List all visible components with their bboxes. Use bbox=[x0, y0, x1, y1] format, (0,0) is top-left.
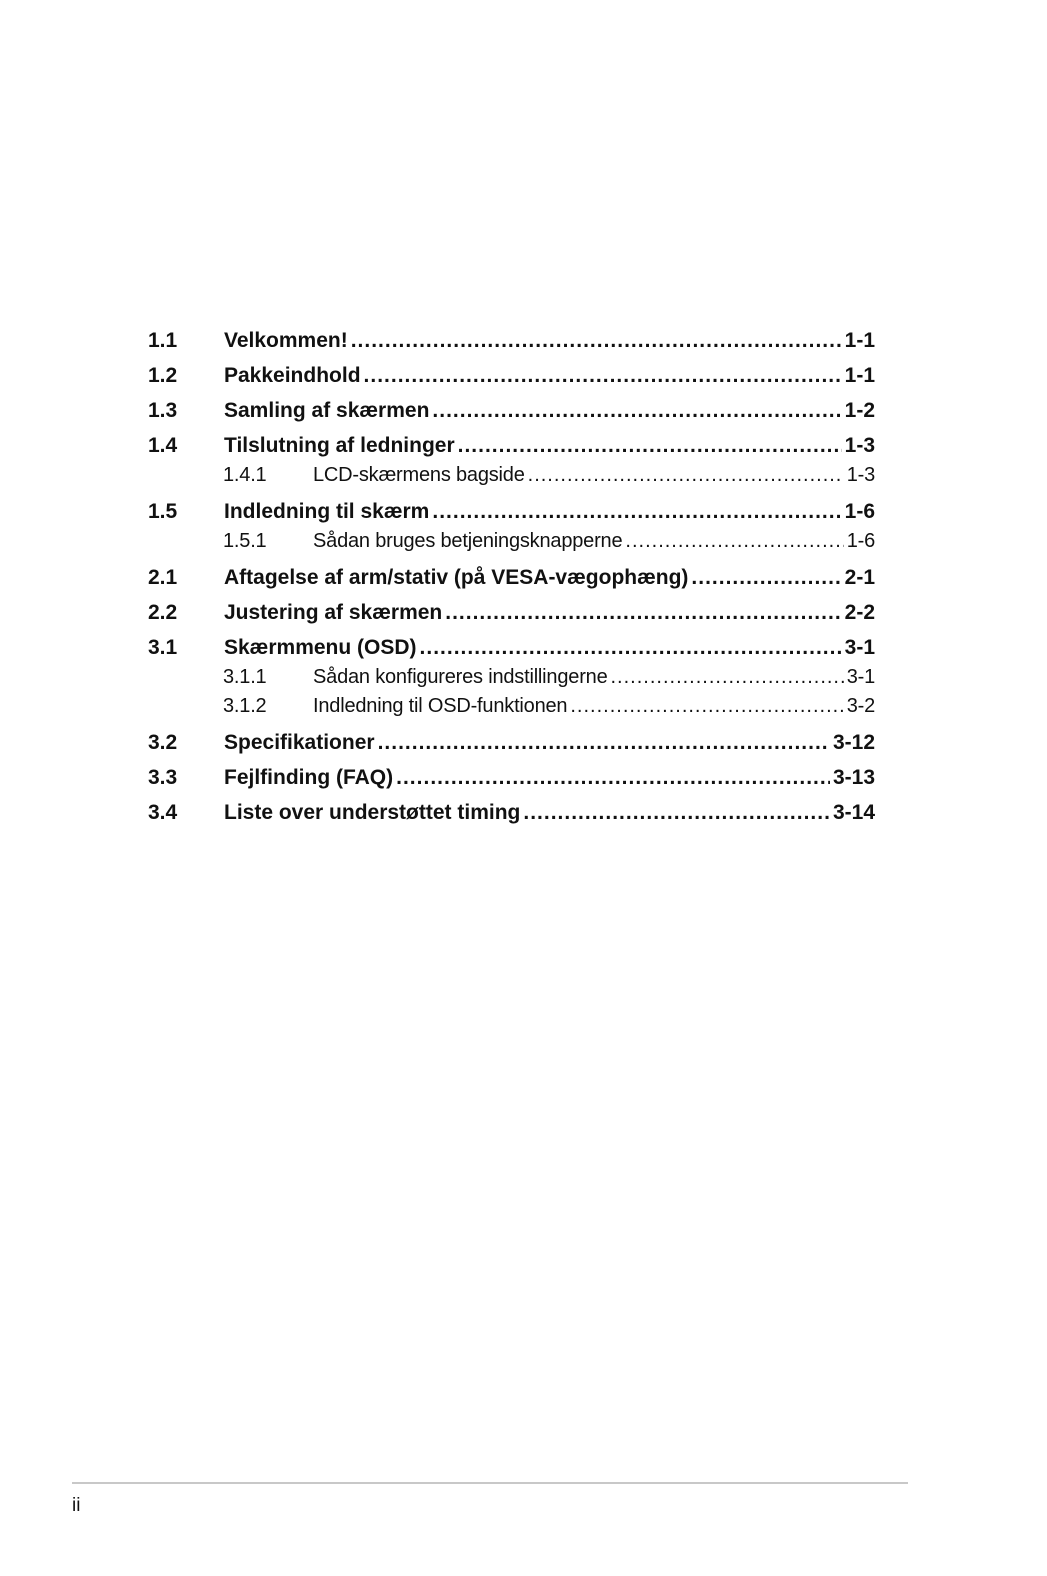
toc-entry[interactable] bbox=[148, 798, 875, 833]
toc-entry-title: Justering af skærmen bbox=[224, 601, 443, 624]
toc-entry-title: Velkommen! bbox=[224, 329, 348, 352]
toc-dot-leader bbox=[432, 497, 841, 527]
toc-entry[interactable] bbox=[148, 396, 875, 431]
footer-divider bbox=[72, 1482, 908, 1484]
toc-entry-number: 1.5.1 bbox=[223, 530, 267, 552]
toc-entry-page: 3-2 bbox=[846, 695, 875, 717]
toc-subentry[interactable] bbox=[148, 663, 875, 692]
toc-subentry[interactable] bbox=[148, 692, 875, 728]
toc-entry-number: 3.3 bbox=[148, 766, 178, 789]
toc-entry-title: Fejlfinding (FAQ) bbox=[224, 766, 394, 789]
toc-dot-leader bbox=[611, 663, 844, 691]
toc-dot-leader bbox=[528, 461, 844, 489]
toc-entry-page: 1-1 bbox=[844, 364, 875, 387]
toc-dot-leader bbox=[396, 763, 830, 793]
toc-subentry[interactable] bbox=[148, 527, 875, 563]
toc-entry-page: 1-6 bbox=[844, 500, 875, 523]
toc-entry-number: 2.1 bbox=[148, 566, 178, 589]
toc-entry[interactable] bbox=[148, 563, 875, 598]
toc-entry-title: Indledning til skærm bbox=[224, 500, 430, 523]
toc-entry-title: Skærmmenu (OSD) bbox=[224, 636, 417, 659]
toc-dot-leader bbox=[378, 728, 830, 758]
toc-entry[interactable] bbox=[148, 598, 875, 633]
toc-entry-page: 1-3 bbox=[846, 464, 875, 486]
toc-dot-leader bbox=[364, 361, 842, 391]
toc-entry-page: 3-1 bbox=[844, 636, 875, 659]
table-of-contents bbox=[148, 326, 875, 833]
toc-dot-leader bbox=[432, 396, 841, 426]
toc-entry-title: Samling af skærmen bbox=[224, 399, 430, 422]
toc-dot-leader bbox=[523, 798, 830, 828]
toc-entry-page: 1-6 bbox=[846, 530, 875, 552]
toc-entry[interactable] bbox=[148, 326, 875, 361]
toc-entry-number: 1.3 bbox=[148, 399, 178, 422]
toc-entry-title: Sådan bruges betjeningsknapperne bbox=[313, 530, 623, 552]
toc-entry-number: 3.2 bbox=[148, 731, 178, 754]
toc-entry-title: Pakkeindhold bbox=[224, 364, 361, 387]
toc-entry-number: 3.1 bbox=[148, 636, 178, 659]
toc-entry-title: Tilslutning af ledninger bbox=[224, 434, 455, 457]
toc-entry-title: LCD-skærmens bagside bbox=[313, 464, 525, 486]
toc-entry-page: 1-3 bbox=[844, 434, 875, 457]
toc-entry-page: 2-2 bbox=[844, 601, 875, 624]
toc-entry-number: 1.5 bbox=[148, 500, 178, 523]
toc-entry-number: 1.2 bbox=[148, 364, 178, 387]
toc-entry-page: 3-13 bbox=[832, 766, 875, 789]
toc-entry[interactable] bbox=[148, 361, 875, 396]
toc-dot-leader bbox=[445, 598, 841, 628]
toc-entry-number: 1.1 bbox=[148, 329, 178, 352]
toc-entry-page: 1-2 bbox=[844, 399, 875, 422]
toc-entry-page: 3-1 bbox=[846, 666, 875, 688]
toc-entry-number: 2.2 bbox=[148, 601, 178, 624]
toc-entry-number: 3.1.2 bbox=[223, 695, 267, 717]
toc-entry-page: 1-1 bbox=[844, 329, 875, 352]
toc-entry[interactable] bbox=[148, 728, 875, 763]
toc-dot-leader bbox=[625, 527, 843, 555]
toc-entry-number: 1.4 bbox=[148, 434, 178, 457]
toc-entry-number: 3.4 bbox=[148, 801, 178, 824]
toc-entry-title: Indledning til OSD-funktionen bbox=[313, 695, 568, 717]
toc-entry-page: 3-14 bbox=[832, 801, 875, 824]
toc-entry[interactable] bbox=[148, 763, 875, 798]
toc-entry-title: Sådan konfigureres indstillingerne bbox=[313, 666, 608, 688]
toc-dot-leader bbox=[458, 431, 842, 461]
toc-entry-title: Liste over understøttet timing bbox=[224, 801, 521, 824]
toc-entry-number: 1.4.1 bbox=[223, 464, 267, 486]
toc-entry-page: 3-12 bbox=[832, 731, 875, 754]
toc-dot-leader bbox=[351, 326, 842, 356]
toc-dot-leader bbox=[691, 563, 841, 593]
page-number: ii bbox=[72, 1495, 81, 1516]
toc-entry-page: 2-1 bbox=[844, 566, 875, 589]
toc-entry-title: Specifikationer bbox=[224, 731, 375, 754]
toc-entry-title: Aftagelse af arm/stativ (på VESA-vægophæng) bbox=[224, 566, 689, 589]
toc-dot-leader bbox=[420, 633, 842, 663]
toc-subentry[interactable] bbox=[148, 461, 875, 497]
toc-dot-leader bbox=[570, 692, 843, 720]
toc-entry-number: 3.1.1 bbox=[223, 666, 267, 688]
